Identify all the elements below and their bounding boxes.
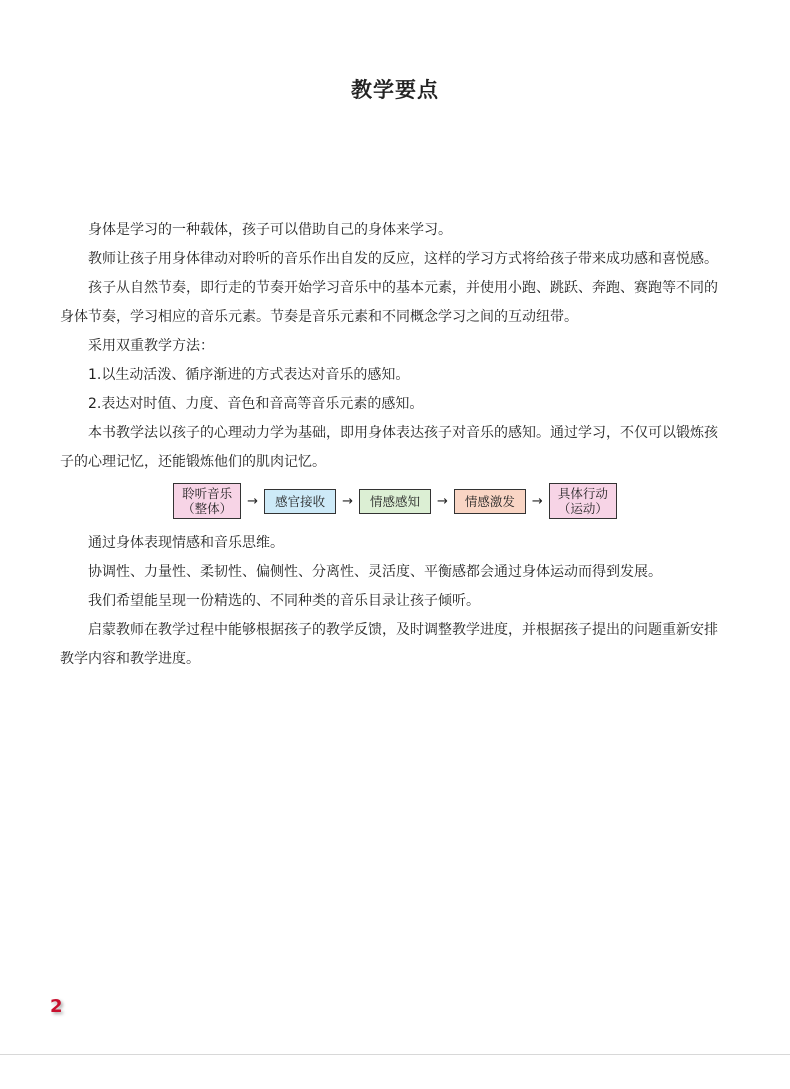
flow-step-label: 情感感知 — [369, 493, 420, 509]
flow-step-action — [549, 483, 617, 519]
flow-step-sensory — [264, 489, 336, 514]
arrow-right-icon: → — [247, 493, 259, 509]
paragraph: 采用双重教学方法： — [88, 338, 214, 354]
body-text — [60, 216, 730, 674]
flow-step-listen — [173, 483, 241, 519]
flow-step-label: 聆听音乐 — [182, 486, 233, 501]
flow-step-label: 情感激发 — [464, 493, 515, 509]
paragraph: 我们希望能呈现一份精选的、不同种类的音乐目录让孩子倾听。 — [88, 593, 480, 609]
flow-step-stimulation — [454, 489, 526, 514]
paragraph: 1.以生动活泼、循序渐进的方式表达对音乐的感知。 — [88, 367, 410, 383]
arrow-right-icon: → — [531, 493, 543, 509]
flow-step-perception — [359, 489, 431, 514]
paragraph: 通过身体表现情感和音乐思维。 — [88, 535, 284, 551]
paragraph: 协调性、力量性、柔韧性、偏侧性、分离性、灵活度、平衡感都会通过身体运动而得到发展。 — [88, 564, 662, 580]
paragraph: 教师让孩子用身体律动对聆听的音乐作出自发的反应，这样的学习方式将给孩子带来成功感和喜悦感。 — [88, 251, 718, 267]
page-number: 2 — [50, 996, 63, 1017]
page-divider — [0, 1054, 790, 1055]
flow-step-label: 感官接收 — [275, 493, 326, 509]
flow-step-sublabel: （运动） — [557, 501, 608, 516]
paragraph: 2.表达对时值、力度、音色和音高等音乐元素的感知。 — [88, 396, 424, 412]
flow-step-label: 具体行动 — [557, 486, 608, 501]
paragraph: 启蒙教师在教学过程中能够根据孩子的教学反馈，及时调整教学进度，并根据孩子提出的问题重新安排教学内容和教学进度。 — [60, 622, 718, 667]
paragraph: 身体是学习的一种载体，孩子可以借助自己的身体来学习。 — [88, 222, 452, 238]
paragraph: 孩子从自然节奏，即行走的节奏开始学习音乐中的基本元素，并使用小跑、跳跃、奔跑、赛跑等不同的身体节奏，学习相应的音乐元素。节奏是音乐元素和不同概念学习之间的互动纽带。 — [60, 280, 718, 325]
arrow-right-icon: → — [342, 493, 353, 509]
arrow-right-icon: → — [437, 493, 448, 509]
page-title: 教学要点 — [351, 78, 439, 102]
flow-step-sublabel: （整体） — [182, 501, 233, 516]
paragraph: 本书教学法以孩子的心理动力学为基础，即用身体表达孩子对音乐的感知。通过学习，不仅可以锻炼孩子的心理记忆，还能锻炼他们的肌肉记忆。 — [60, 425, 718, 470]
flow-diagram — [60, 483, 730, 519]
